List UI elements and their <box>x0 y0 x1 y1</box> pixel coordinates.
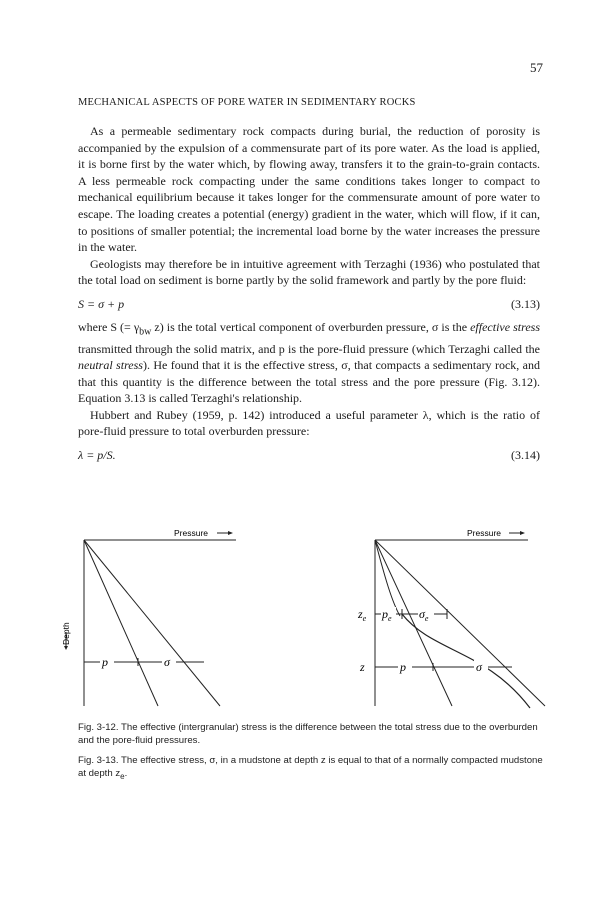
equation-3-14 <box>78 447 540 464</box>
figures-area <box>61 528 548 716</box>
arrow-head-icon <box>228 531 233 535</box>
caption-fig-3-12: Fig. 3-12. The effective (intergranular) stress is the difference between the total stress due to the overburden and the pore-fluid pressures. <box>78 722 538 746</box>
label-sigma-e: $\sigma_e$ <box>419 607 429 623</box>
gamma-symbol: γ <box>133 319 140 334</box>
label-z: z <box>360 660 365 674</box>
figure-3-13 <box>330 528 530 716</box>
pore-pressure-line <box>375 540 452 706</box>
pressure-axis-label: Pressure <box>467 528 502 538</box>
equation-3-13 <box>78 296 540 313</box>
term-neutral-stress: neutral stress <box>78 358 143 373</box>
depth-axis-label: Depth <box>61 622 71 645</box>
figure-captions <box>78 721 546 783</box>
label-p: p <box>102 655 108 669</box>
paragraph-terzaghi: Geologists may therefore be in intuitive agreement with Terzaghi (1936) who postulated that the total load on sediment is borne partly by the solid framework and partly by the pore fluid: <box>78 256 540 288</box>
caption-fig-3-13: Fig. 3-13. The effective stress, σ, in a mudstone at depth z is equal to that of a normally compacted mudstone at depth $z_e$. <box>78 755 543 781</box>
figure-3-12 <box>61 528 278 716</box>
equation-expression: λ = p/S. <box>78 448 116 463</box>
pore-pressure-line <box>84 540 158 706</box>
label-ze: $z_e$ <box>358 607 367 623</box>
arrow-head-icon <box>64 646 68 650</box>
total-stress-line <box>375 540 545 706</box>
effective-stress-curve <box>375 540 400 616</box>
equation-number: (3.13) <box>511 296 540 311</box>
paragraph-compaction: As a permeable sedimentary rock compacts during burial, the reduction of porosity is accompanied by the expulsion of a commensurate part of its pore water. As the load is applied, it is borne first by the water which, by flowing away, transfers it to the grain-to-grain contacts. A less permeable rock compacting under the same conditions takes longer to compact to mechanical equilibrium because it takes longer for the commensurate amount of pore water to escape. The loading creates a potential (energy) gradient in the water, which will flow, if it can, to positions of smaller potential; the incremental load borne by the water increases the pressure in the water. <box>78 124 540 255</box>
label-pe: $p_e$ <box>382 607 392 623</box>
term-effective-stress: effective stress <box>470 319 540 334</box>
equation-number: (3.14) <box>511 448 540 463</box>
pressure-axis-label: Pressure <box>174 528 209 538</box>
arrow-head-icon <box>520 531 525 535</box>
paragraph-effective-stress: where S (= $\gamma_{bw}$ z) is the total vertical component of overburden pressure, σ is the effective stress transmitted through the solid matrix, and p is the pore-fluid pressure (which Terzaghi called the neutral stress). He found that it is the effective stress, σ, that compacts a sedimentary rock, and that this quantity is the difference between the total stress and the pore pressure (Fig. 3.12). Equation 3.13 is called Terzaghi's relationship. <box>78 319 540 406</box>
page-number: 57 <box>530 60 543 75</box>
equation-expression: S = σ + p <box>78 296 125 311</box>
body-text <box>78 123 540 470</box>
label-sigma: σ <box>476 660 482 674</box>
paragraph-hubbert-rubey: Hubbert and Rubey (1959, p. 142) introduced a useful parameter λ, which is the ratio of pore-fluid pressure to total overburden pressure: <box>78 407 540 439</box>
running-head: MECHANICAL ASPECTS OF PORE WATER IN SEDIMENTARY ROCKS <box>78 97 416 108</box>
undercompacted-pressure-curve <box>402 614 530 708</box>
total-stress-line <box>84 540 220 706</box>
label-sigma: σ <box>164 655 170 669</box>
label-p: p <box>400 660 406 674</box>
